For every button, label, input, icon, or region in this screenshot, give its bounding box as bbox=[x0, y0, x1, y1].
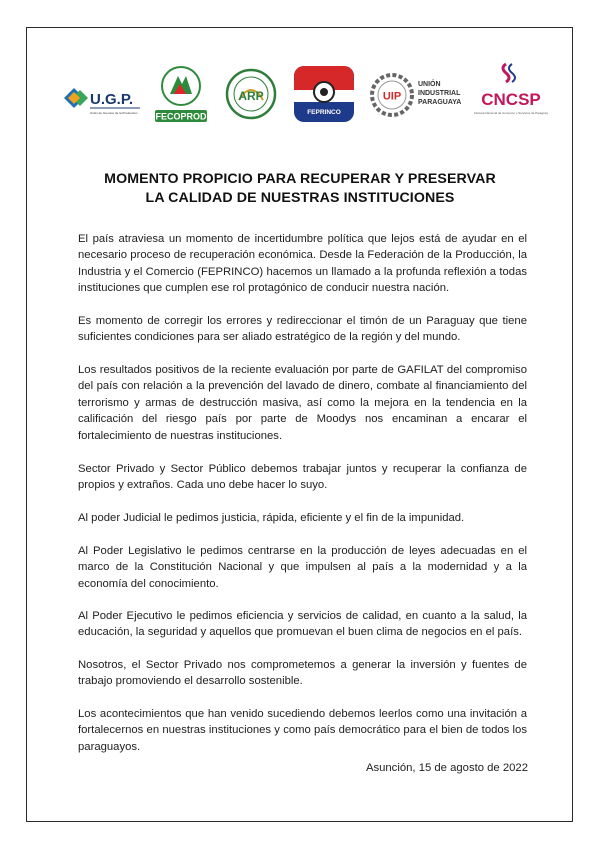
paragraph-3: Los resultados positivos de la reciente evaluación por parte de GAFILAT del compromiso del país con relación a la prevención del lavado de dinero, combate al financiamiento del terrorismo y armas de destrucción masiva, así como la mejora en la tendencia en la calificación del riesgo país por parte de Moodys nos encaminan a encarar el fortalecimiento de nuestras instituciones. bbox=[78, 364, 527, 442]
cncsp-logo bbox=[472, 60, 550, 126]
document-date: Asunción, 15 de agosto de 2022 bbox=[365, 762, 528, 774]
fecoprod-logo bbox=[152, 64, 210, 126]
cncsp-logo-text: CNCSP bbox=[481, 90, 541, 109]
paragraph-5: Al poder Judicial le pedimos justicia, rápida, eficiente y el fin de la impunidad. bbox=[78, 512, 465, 524]
uip-logo-line2: INDUSTRIAL bbox=[418, 90, 461, 97]
uip-logo-mark: UIP bbox=[382, 90, 402, 103]
paragraph-8: Nosotros, el Sector Privado nos comprometemos a generar la inversión y fuentes de trabajo promoviendo el desarrollo sostenible. bbox=[78, 659, 527, 688]
feprinco-logo-text: FEPRINCO bbox=[307, 109, 341, 116]
paragraph-2: Es momento de corregir los errores y redireccionar el timón de un Paraguay que tiene suficientes condiciones para ser aliado estratégico de la región y del mundo. bbox=[78, 315, 527, 344]
document-title-line-1: MOMENTO PROPICIO PARA RECUPERAR Y PRESERVAR bbox=[104, 171, 496, 187]
ugp-logo-subtext: Unión de Gremios de la Producción bbox=[90, 111, 138, 115]
paragraph-7: Al Poder Ejecutivo le pedimos eficiencia y servicios de calidad, en cuanto a la salud, la educación, la seguridad y aquellos que promuevan el buen clima de negocios en el país. bbox=[78, 610, 527, 639]
paragraph-4: Sector Privado y Sector Público debemos trabajar juntos y recuperar la confianza de propios y extraños. Cada uno debe hacer lo suyo. bbox=[78, 463, 527, 492]
document-title-line-2: LA CALIDAD DE NUESTRAS INSTITUCIONES bbox=[145, 190, 455, 206]
paragraph-1: El país atraviesa un momento de incertidumbre política que lejos está de ayudar en el necesario proceso de recuperación económica. Desde la Federación de la Producción, la Industria y el Comercio (FEPRINCO) hacemos un llamado a la profunda reflexión a todas instituciones que cumplen ese rol protagónico de conducir nuestra nación. bbox=[78, 233, 527, 295]
uip-logo bbox=[370, 72, 462, 118]
feprinco-logo bbox=[292, 64, 356, 124]
uip-logo-line3: PARAGUAYA bbox=[418, 99, 462, 106]
logo-strip bbox=[60, 58, 550, 130]
arp-logo bbox=[225, 68, 277, 120]
fecoprod-logo-text: FECOPROD bbox=[155, 111, 207, 122]
paragraph-6: Al Poder Legislativo le pedimos centrarse en la producción de leyes adecuadas en el marco de la Constitución Nacional y que impulsen al país a la modernidad y a la economía del conocimiento. bbox=[78, 545, 527, 590]
uip-logo-line1: UNIÓN bbox=[418, 81, 441, 88]
cncsp-logo-subtext: Cámara Nacional de Comercio y Servicios de Paraguay bbox=[473, 111, 549, 115]
arp-logo-text: ARP bbox=[238, 89, 264, 103]
ugp-logo bbox=[60, 76, 142, 120]
paragraph-9: Los acontecimientos que han venido sucediendo debemos leerlos como una invitación a fortalecernos en nuestras instituciones y como país democrático para el bien de todos los paraguayos. bbox=[78, 708, 527, 753]
ugp-logo-text: U.G.P. bbox=[90, 91, 134, 108]
